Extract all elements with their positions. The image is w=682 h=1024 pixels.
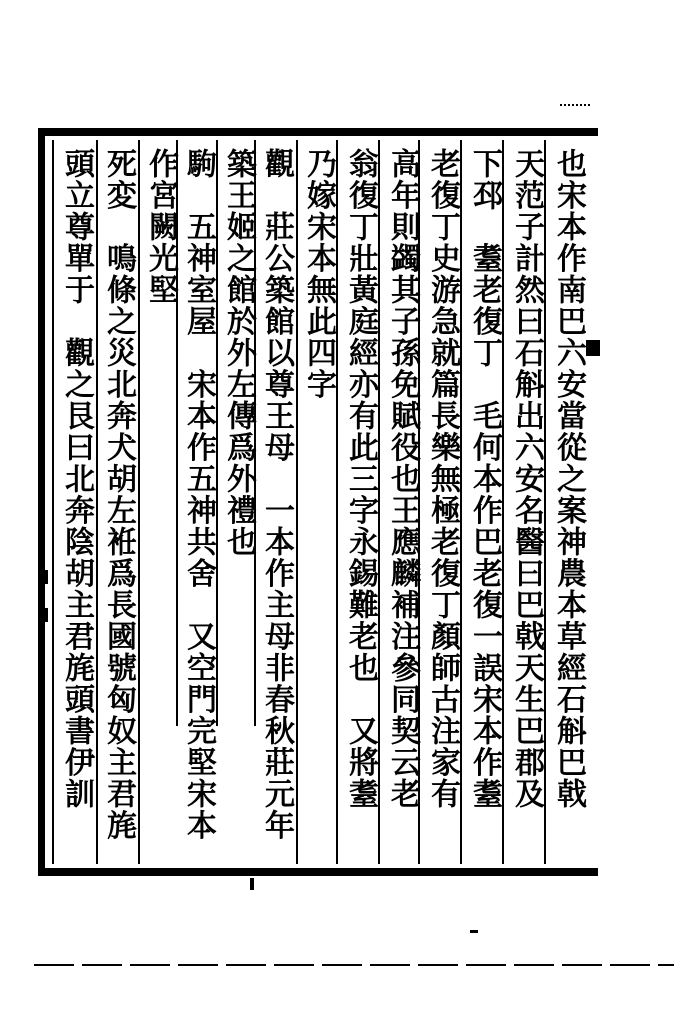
column-rule — [296, 140, 298, 864]
column-rule — [378, 140, 380, 864]
text-column: 駒 五神室屋 宋本作五神共舍 又空門完堅宋本 — [181, 148, 216, 841]
text-column: 乃嫁宋本無此四字 — [301, 148, 336, 400]
text-column: 老復丁史游急就篇長樂無極老復丁顏師古注家有 — [425, 148, 460, 810]
bottom-mark — [250, 878, 254, 890]
scan-edge-line — [34, 964, 674, 966]
text-column: 頭立尊單于 觀之艮曰北奔陰胡主君旄頭書伊訓 — [59, 148, 94, 810]
text-column: 也宋本作南巴六安當從之案神農本草經石斛巴戟 — [551, 148, 586, 810]
text-column: 下邳 耋老復丁 毛何本作巴老復一誤宋本作耋 — [467, 148, 502, 810]
text-column: 死変 鳴條之災北奔犬胡左袵爲長國號匈奴主君旄 — [101, 148, 136, 841]
column-rule — [544, 140, 546, 864]
left-margin-mark — [38, 570, 48, 584]
column-rule — [216, 140, 218, 726]
frame-inner-rule — [52, 140, 54, 864]
text-column: 高年則蠲其子孫免賦役也王應麟補注參同契云老 — [385, 148, 420, 810]
text-column: 翁復丁壯黃庭經亦有此三字永錫難老也 又將耋 — [343, 148, 378, 810]
text-column: 天范子計然曰石斛出六安名醫曰巴戟天生巴郡及 — [509, 148, 544, 810]
left-margin-mark — [38, 608, 48, 622]
text-column: 觀 莊公築館以尊王母 一本作主母非春秋莊元年 — [259, 148, 294, 841]
fold-mark — [586, 340, 600, 356]
column-rule — [460, 140, 462, 864]
text-column: 作宮闕光堅 — [143, 148, 178, 306]
column-rule — [96, 140, 98, 864]
column-rule — [502, 140, 504, 864]
scan-mark — [470, 930, 478, 933]
column-rule — [138, 140, 140, 864]
text-column: 築王姬之館於外左傳爲外禮也 — [221, 148, 256, 558]
column-rule — [336, 140, 338, 864]
top-margin-mark — [560, 104, 590, 120]
